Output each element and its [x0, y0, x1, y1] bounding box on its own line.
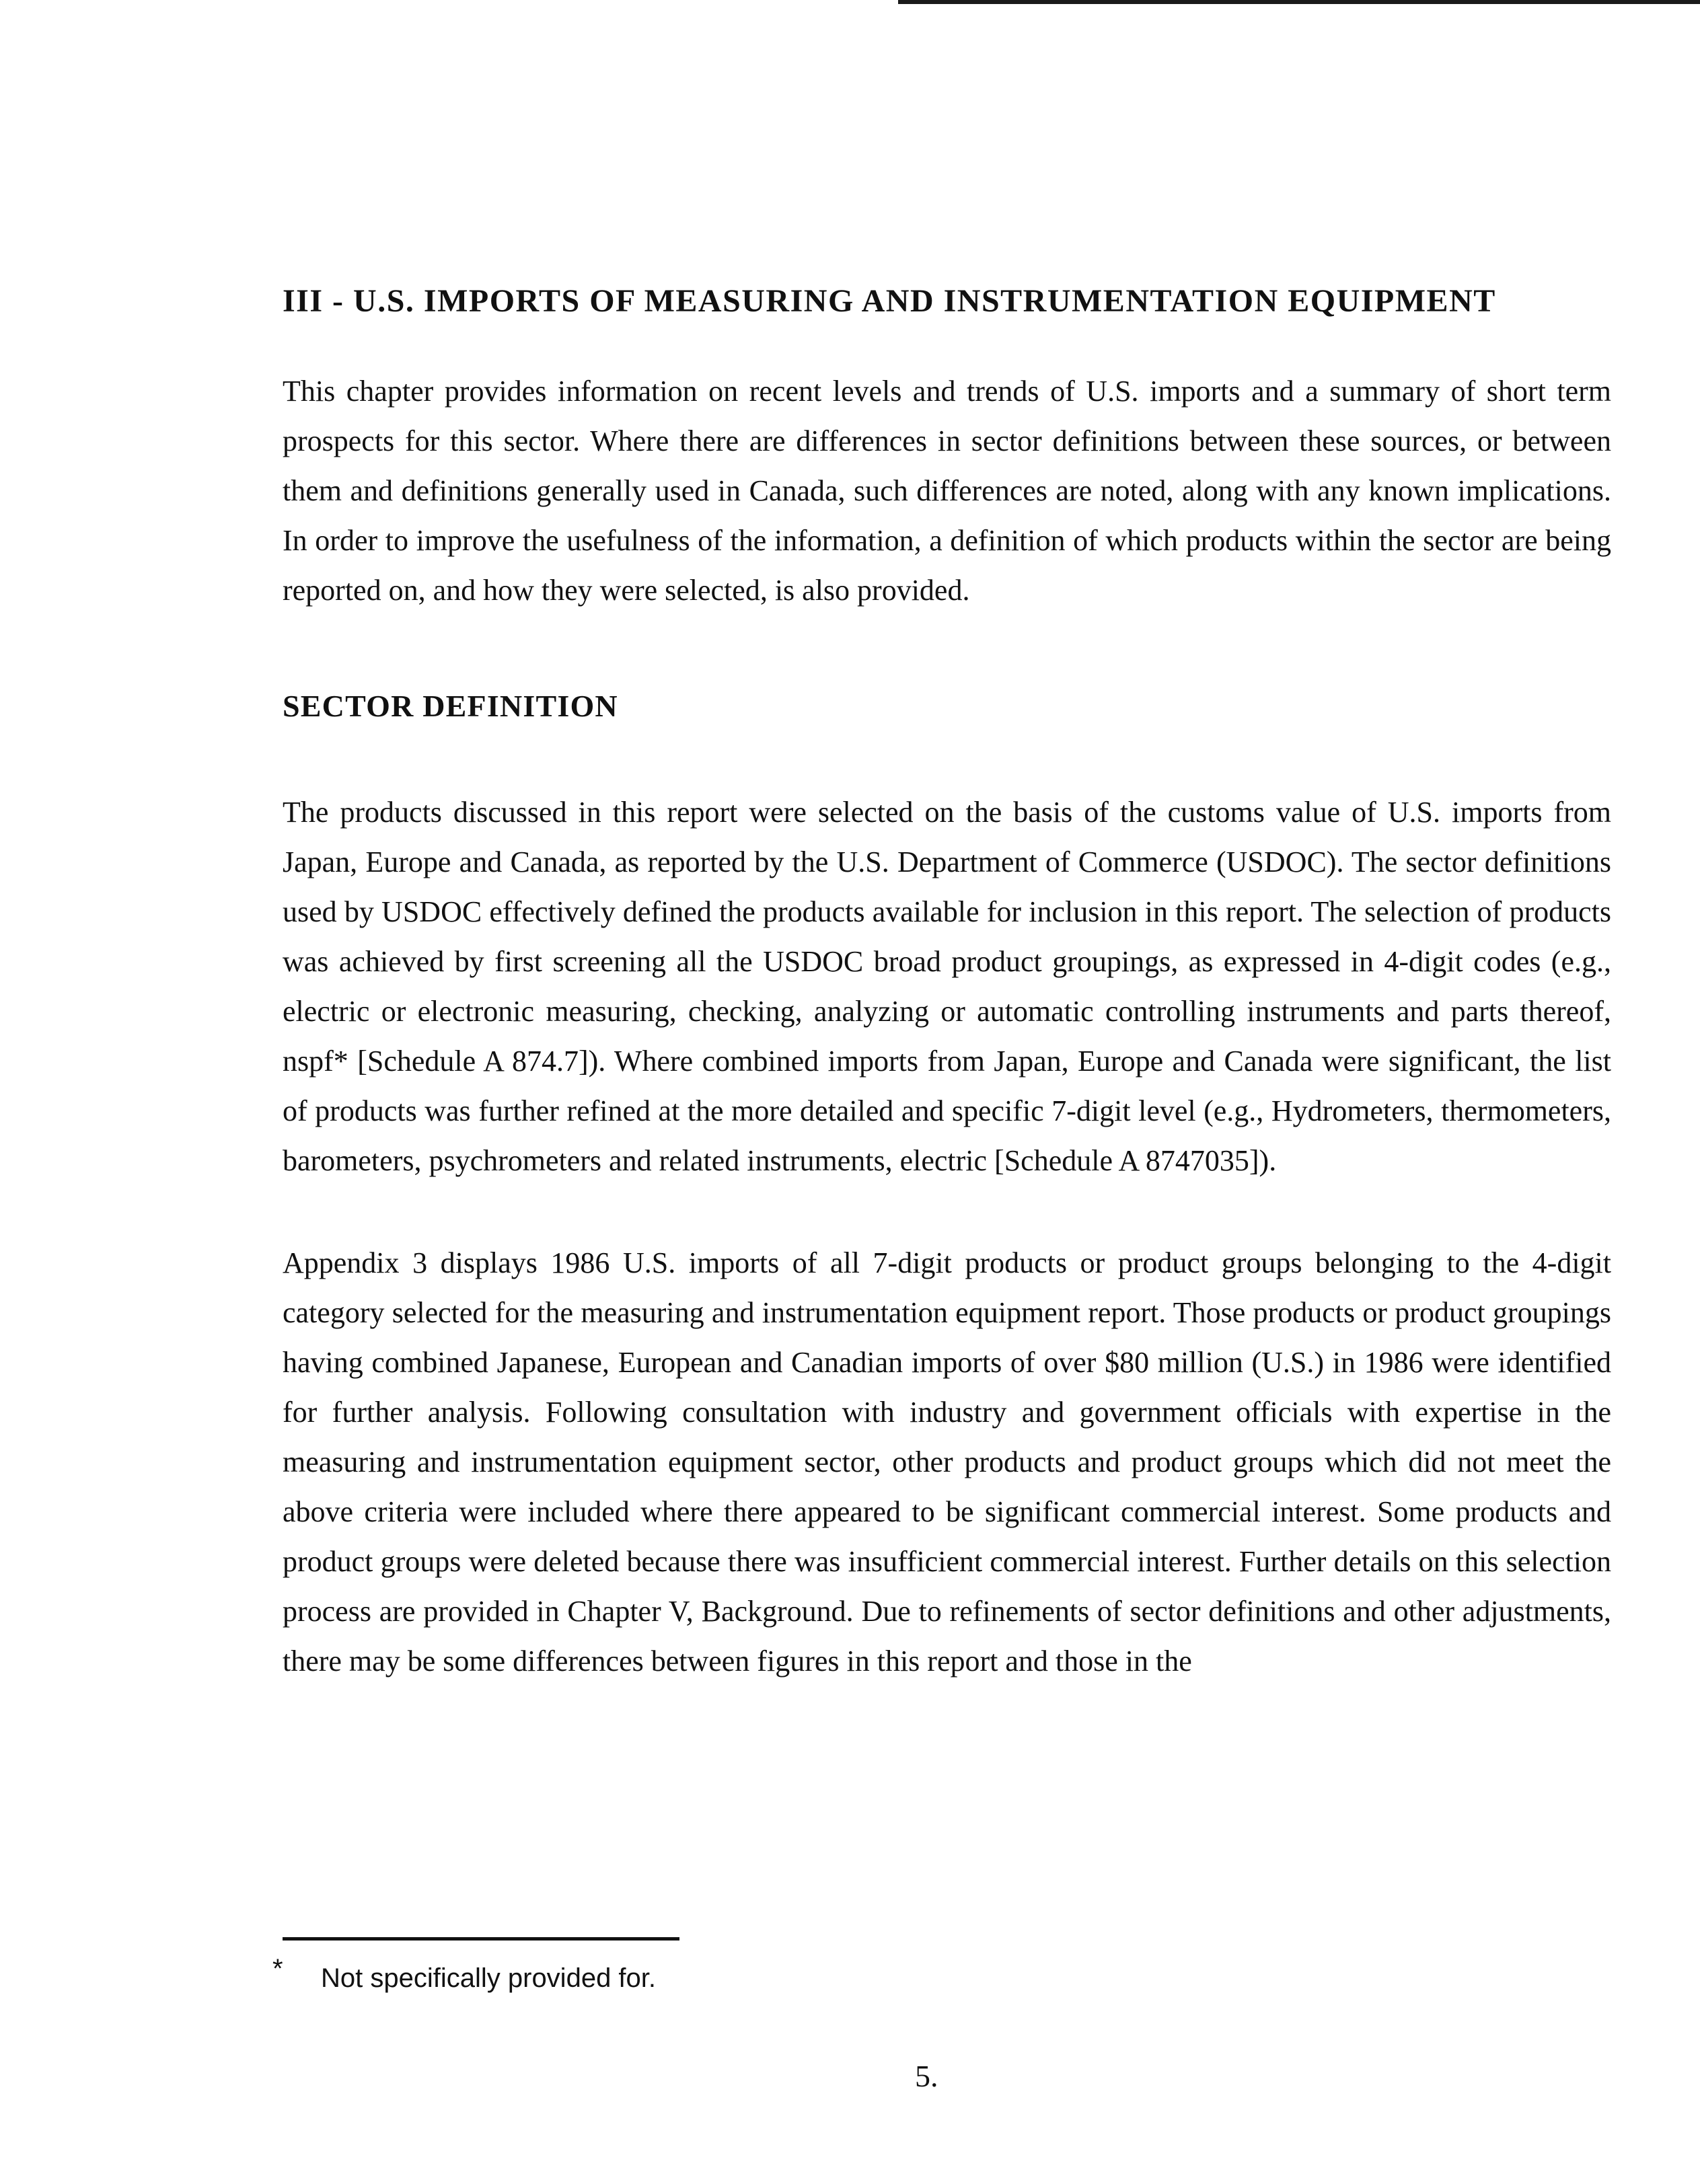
footnote	[272, 1954, 656, 1994]
sector-definition-paragraph-1: The products discussed in this report were selected on the basis of the customs value of U.S. imports from Japan, Europe and Canada, as reported by the U.S. Department of Commerce (USDOC). The sector definitions used by USDOC effectively defined the products available for inclusion in this report. The selection of products was achieved by first screening all the USDOC broad product groupings, as expressed in 4-digit codes (e.g., electric or electronic measuring, checking, analyzing or automatic controlling instruments and parts thereof, nspf* [Schedule A 874.7]). Where combined imports from Japan, Europe and Canada were significant, the list of products was further refined at the more detailed and specific 7-digit level (e.g., Hydrometers, thermometers, barometers, psychrometers and related instruments, electric [Schedule A 8747035]).	[283, 796, 1611, 1177]
intro-paragraph: This chapter provides information on recent levels and trends of U.S. imports and a summary of short term prospects for this sector. Where there are differences in sector definitions between these sources, or between them and definitions generally used in Canada, such differences are noted, along with any known implications. In order to improve the usefulness of the information, a definition of which products within the sector are being reported on, and how they were selected, is also provided.	[283, 375, 1611, 607]
sector-definition-paragraph-2: Appendix 3 displays 1986 U.S. imports of all 7-digit products or product groups belonging to the 4-digit category selected for the measuring and instrumentation equipment report. Those products or product groupings having combined Japanese, European and Canadian imports of over $80 million (U.S.) in 1986 were identified for further analysis. Following consultation with industry and government officials with expertise in the measuring and instrumentation equipment sector, other products and product groups which did not meet the above criteria were included where there appeared to be significant commercial interest. Some products and product groups were deleted because there was insufficient commercial interest. Further details on this selection process are provided in Chapter V, Background. Due to refinements of sector definitions and other adjustments, there may be some differences between figures in this report and those in the	[283, 1246, 1611, 1678]
document-page	[283, 283, 1611, 1686]
footnote-text: Not specifically provided for.	[321, 1963, 657, 1993]
section-heading: SECTOR DEFINITION	[283, 689, 618, 723]
page-number: 5.	[915, 2059, 938, 2093]
scan-edge-rule	[898, 0, 1700, 4]
footnote-divider	[283, 1937, 679, 1941]
chapter-title: III - U.S. IMPORTS OF MEASURING AND INSTRUMENTATION EQUIPMENT	[283, 283, 1496, 319]
footnote-marker: *	[272, 1954, 283, 1984]
